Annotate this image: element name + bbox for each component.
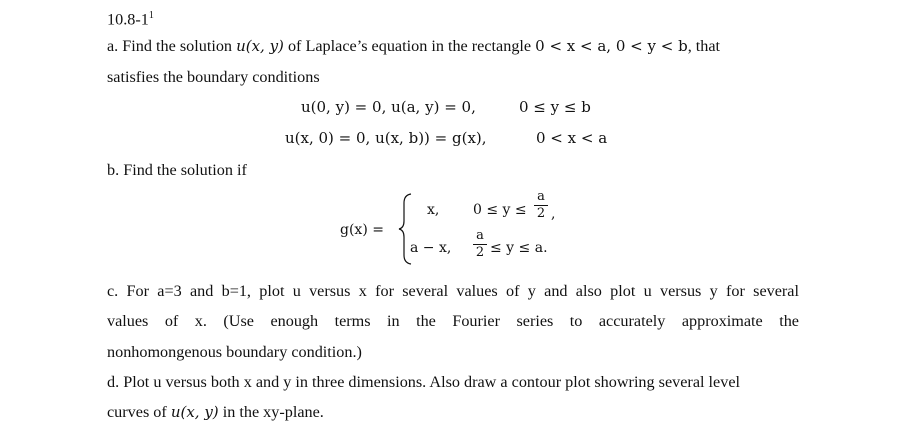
part-a-line-1	[107, 36, 720, 56]
part-a-function: u(x, y)	[236, 37, 284, 55]
fraction-numerator: a	[537, 189, 545, 204]
part-a-domain: 0 < x < a, 0 < y < b	[535, 37, 688, 55]
part-d-suffix: in the xy-plane.	[218, 403, 324, 421]
part-d-function: u(x, y)	[170, 403, 219, 421]
problem-number-text: 10.8-1	[107, 10, 149, 29]
part-b-text: b. Find the solution if	[107, 161, 247, 179]
case-1-expression: x,	[427, 202, 440, 218]
part-a-line-2: satisfies the boundary conditions	[107, 68, 320, 86]
piecewise-lhs: g(x) =	[340, 222, 384, 238]
boundary-condition-1-range: 0 ≤ y ≤ b	[519, 98, 591, 116]
case-2-expression: a − x,	[410, 240, 452, 256]
part-c-line-2: values of x. (Use enough terms in the Fourier series to accurately approximate the	[107, 312, 799, 330]
case-1-tail: ,	[551, 206, 556, 222]
part-c-line-1: c. For a=3 and b=1, plot u versus x for several values of y and also plot u versus y for several	[107, 282, 799, 300]
fraction-denominator: 2	[536, 206, 546, 221]
problem-number	[107, 6, 154, 29]
footnote-mark: 1	[148, 10, 154, 21]
fraction-numerator: a	[476, 228, 484, 243]
boundary-condition-2-range: 0 < x < a	[536, 129, 608, 147]
case-2-condition: ≤ y ≤ a.	[490, 240, 548, 256]
part-d-line-2	[107, 402, 324, 422]
part-c-line-3: nonhomongenous boundary condition.)	[107, 343, 362, 361]
part-a-middle: of Laplace’s equation in the rectangle	[283, 37, 536, 55]
case-2-fraction	[473, 229, 487, 260]
part-a-suffix: , that	[687, 37, 721, 55]
case-1-condition: 0 ≤ y ≤	[473, 202, 527, 218]
part-d-line-1: d. Plot u versus both x and y in three dimensions. Also draw a contour plot showring several level	[107, 373, 741, 391]
case-1-fraction	[534, 190, 548, 221]
fraction-denominator: 2	[475, 245, 485, 260]
part-d-prefix: curves of	[107, 403, 171, 421]
part-a-prefix: a. Find the solution	[107, 37, 237, 55]
boundary-condition-2: u(x, 0) = 0, u(x, b)) = g(x),	[285, 129, 487, 147]
boundary-condition-1: u(0, y) = 0, u(a, y) = 0,	[301, 98, 476, 116]
